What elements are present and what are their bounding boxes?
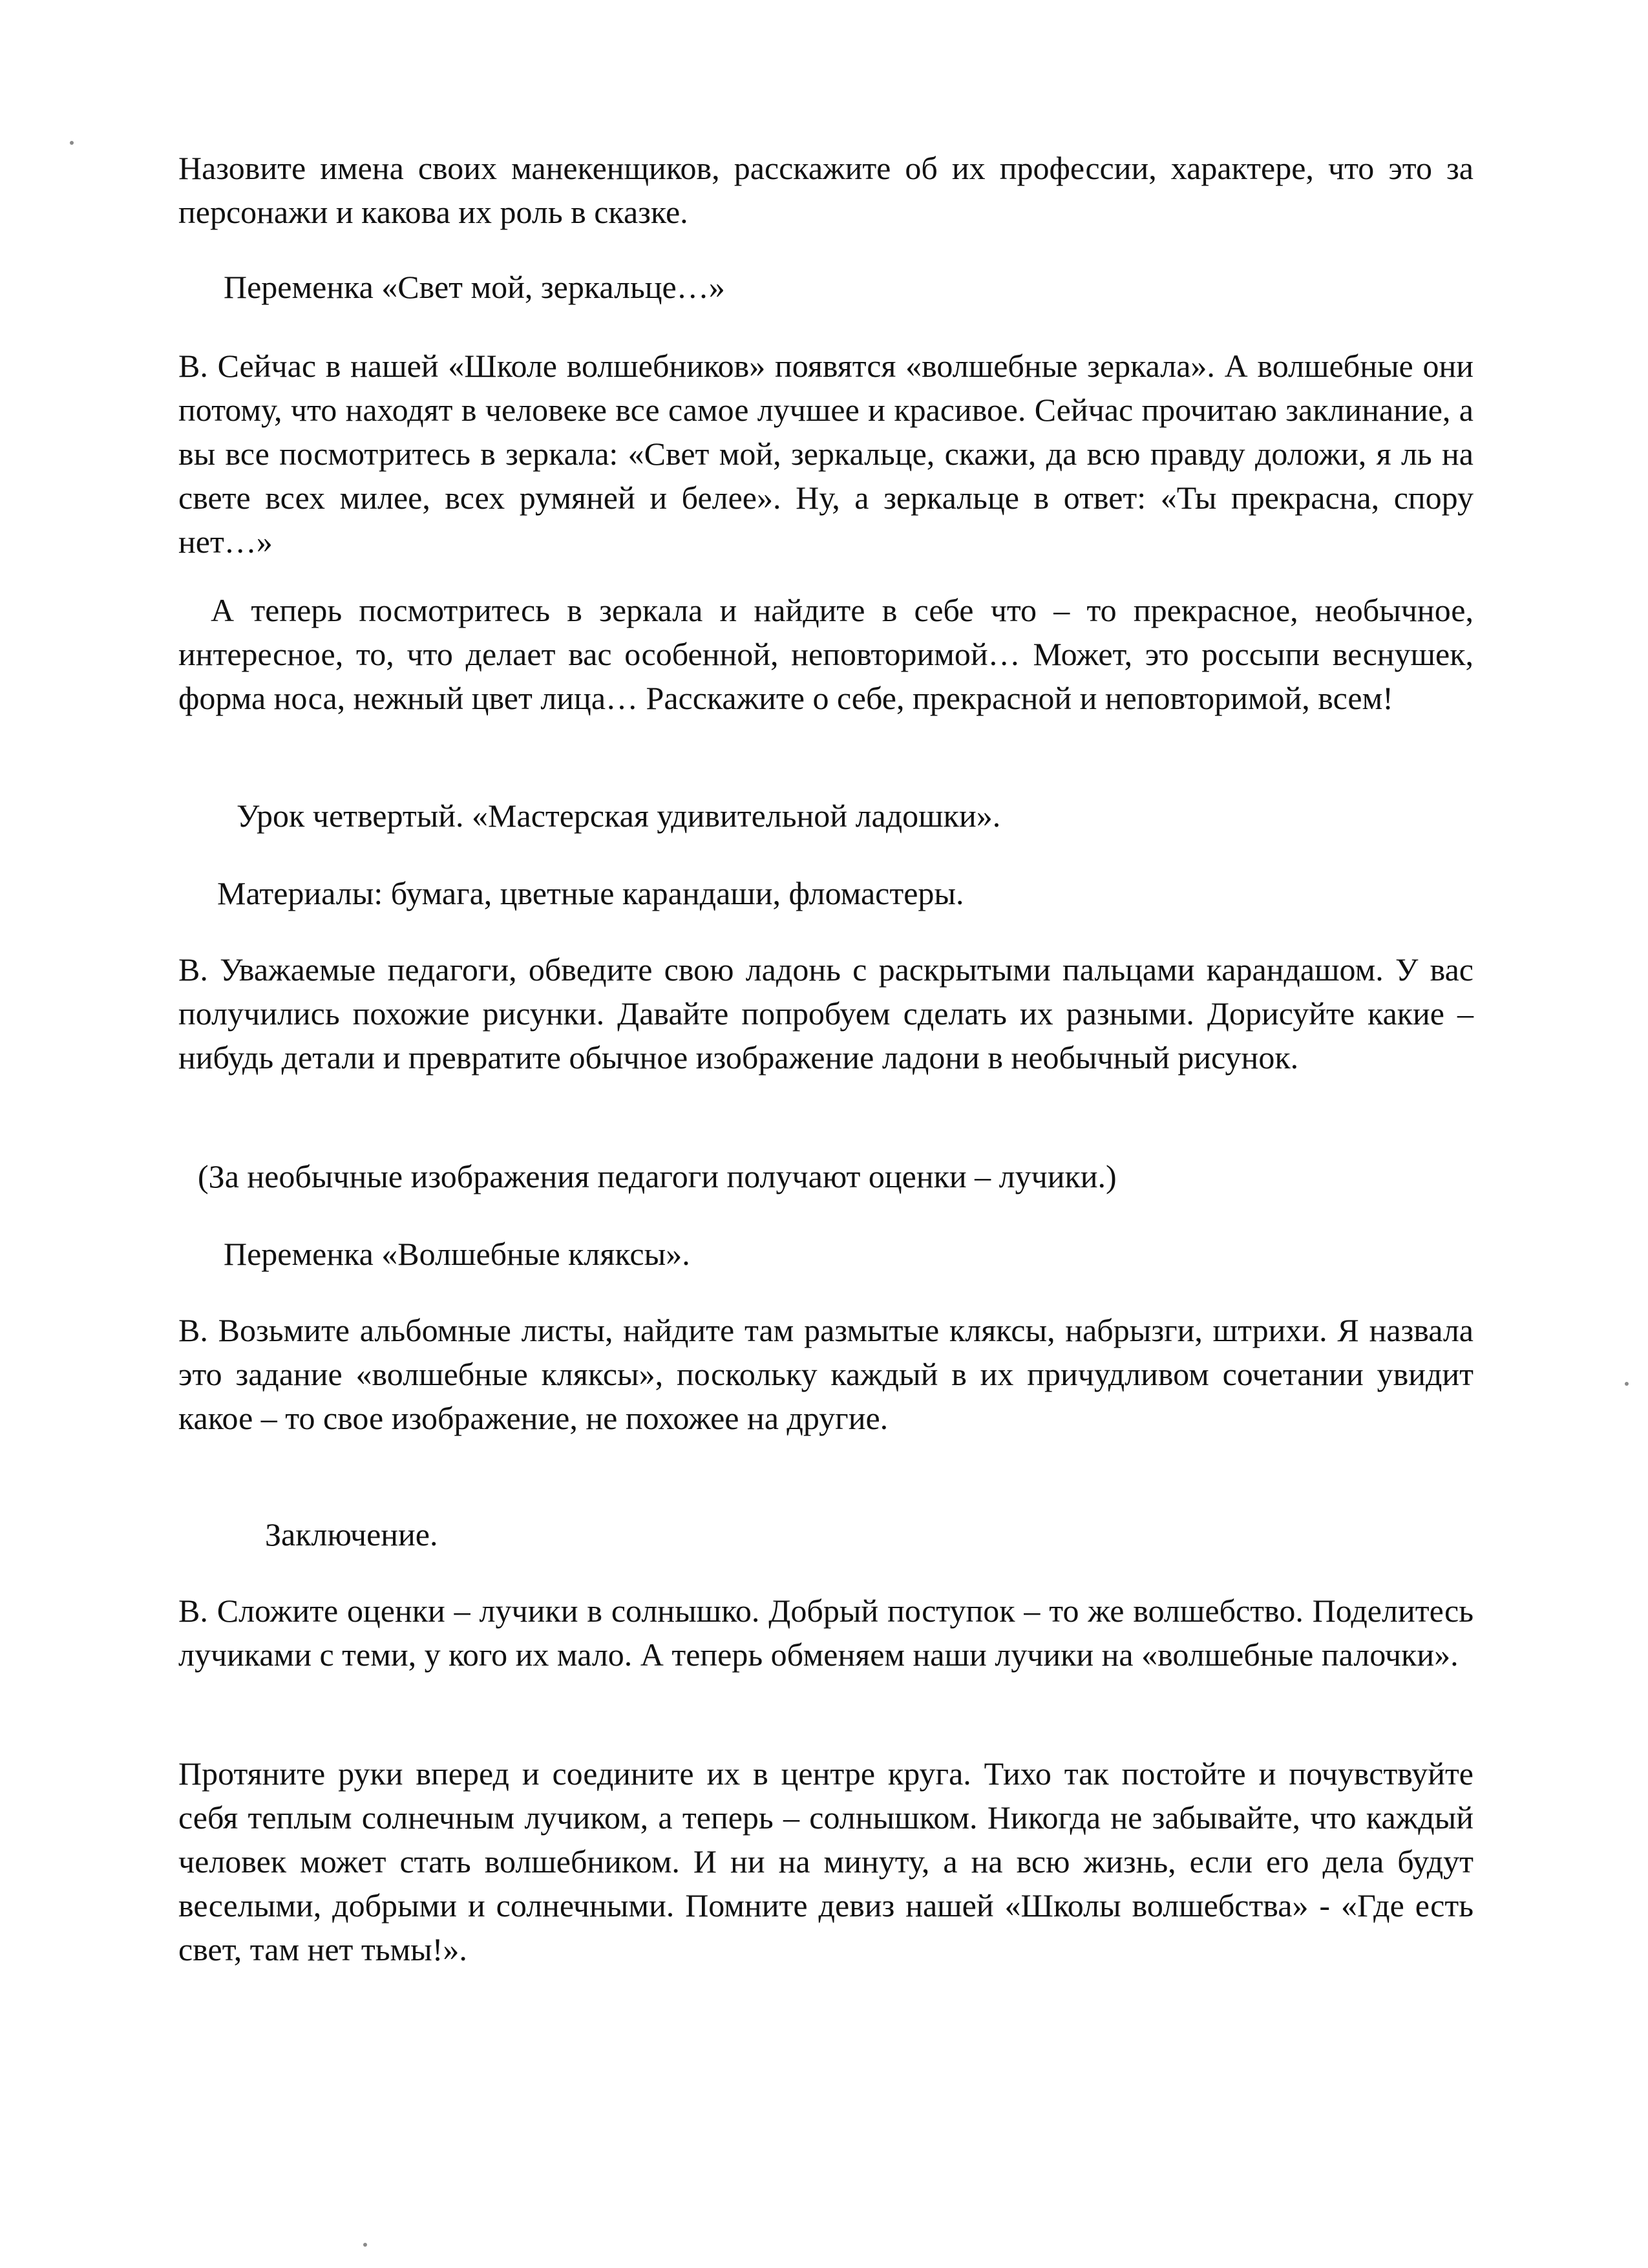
- paragraph-sun-rays: В. Сложите оценки – лучики в солнышко. Добрый поступок – то же волшебство. Поделитесь лучиками с теми, у кого их мало. А теперь обменяем наши лучики на «волшебные палочки».: [178, 1593, 1474, 1673]
- scan-speck: [1625, 1382, 1629, 1386]
- heading-break-mirror: Переменка «Свет мой, зеркальце…»: [224, 269, 725, 305]
- paragraph-magic-mirrors: В. Сейчас в нашей «Школе волшебников» появятся «волшебные зеркала». А волшебные они потому, что находят в человеке все самое лучшее и красивое. Сейчас прочитаю заклинание, а вы все посмотритесь в зеркала: «Свет мой, зеркальце, скажи, да всю правду доложи, я ль на свете всех милее, всех румяней и белее». Ну, а зеркальце в ответ: «Ты прекрасна, спору нет…»: [178, 348, 1474, 560]
- paragraph-trace-palm: В. Уважаемые педагоги, обведите свою ладонь с раскрытыми пальцами карандашом. У вас получились похожие рисунки. Давайте попробуем сделать их разными. Дорисуйте какие – нибудь детали и превратите обычное изображение ладони в необычный рисунок.: [178, 951, 1474, 1076]
- heading-conclusion: Заключение.: [265, 1516, 438, 1553]
- paragraph-materials: Материалы: бумага, цветные карандаши, фломастеры.: [217, 875, 964, 911]
- paragraph-look-in-mirrors: А теперь посмотритесь в зеркала и найдите в себе что – то прекрасное, необычное, интересное, то, что делает вас особенной, неповторимой… Может, это россыпи веснушек, форма носа, нежный цвет лица… Расскажите о себе, прекрасной и неповторимой, всем!: [178, 592, 1474, 716]
- paragraph-rays-grades: (За необычные изображения педагоги получают оценки – лучики.): [198, 1158, 1117, 1194]
- scan-speck: [70, 141, 74, 145]
- heading-lesson-four: Урок четвертый. «Мастерская удивительной ладошки».: [237, 798, 1001, 834]
- scan-speck: [363, 2243, 367, 2247]
- paragraph-final-circle: Протяните руки вперед и соедините их в центре круга. Тихо так постойте и почувствуйте себя теплым солнечным лучиком, а теперь – солнышком. Никогда не забывайте, что каждый человек может стать волшебником. И ни на минуту, а на всю жизнь, если его дела будут веселыми, добрыми и солнечными. Помните девиз нашей «Школы волшебства» - «Где есть свет, там нет тьмы!».: [178, 1755, 1474, 1967]
- heading-break-blots: Переменка «Волшебные кляксы».: [224, 1236, 690, 1272]
- paragraph-album-sheets: В. Возьмите альбомные листы, найдите там размытые кляксы, набрызги, штрихи. Я назвала это задание «волшебные кляксы», поскольку каждый в их причудливом сочетании увидит какое – то свое изображение, не похожее на другие.: [178, 1312, 1474, 1436]
- paragraph-mannequins: Назовите имена своих манекенщиков, расскажите об их профессии, характере, что это за персонажи и какова их роль в сказке.: [178, 150, 1474, 230]
